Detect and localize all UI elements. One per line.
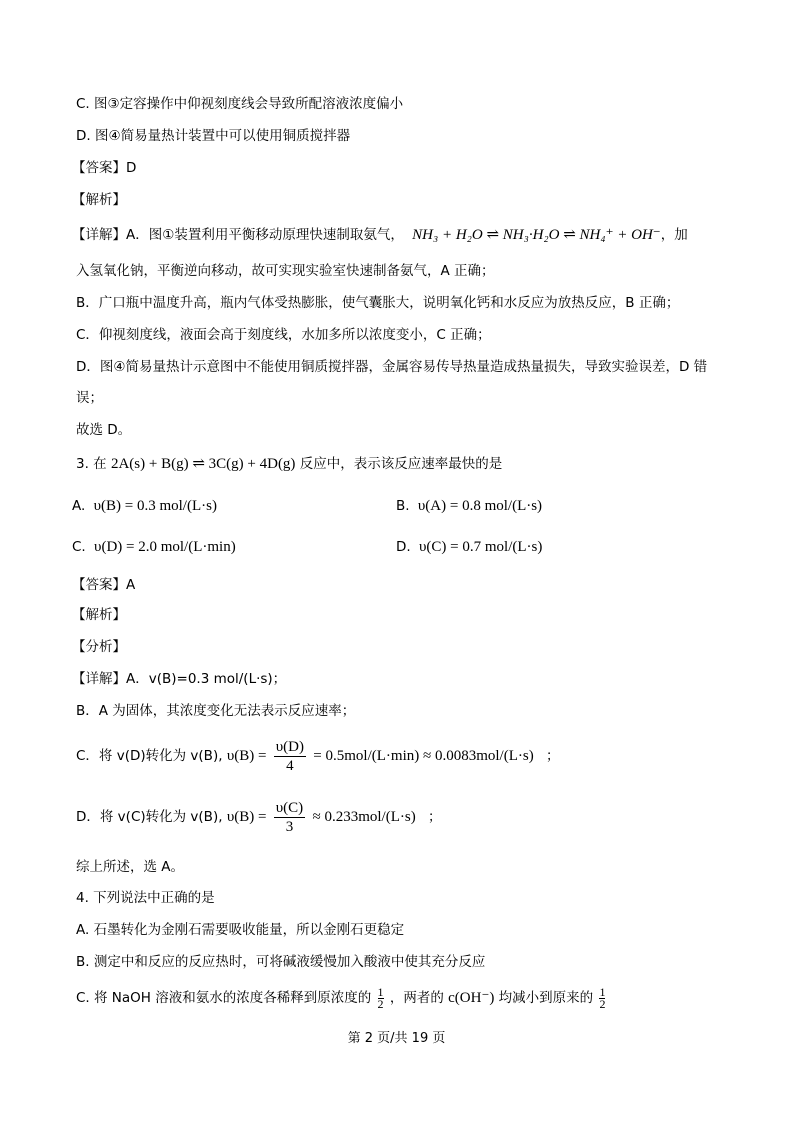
q2-answer	[72, 158, 136, 178]
q2-detail-d-line1: D．图④简易量热计示意图中不能使用铜质搅拌器，金属容易传导热量造成热量损失，导致实验误差，D 错	[76, 359, 708, 375]
q3-detail-b: B．A 为固体，其浓度变化无法表示反应速率；	[76, 703, 356, 719]
q3-option-b	[396, 496, 542, 516]
q2-option-c: C. 图③定容操作中仰视刻度线会导致所配溶液浓度偏小	[76, 96, 404, 112]
option-label: D.	[396, 539, 411, 555]
q3-option-a	[72, 496, 217, 516]
option-label: C.	[72, 539, 86, 555]
q2-detail-a	[72, 225, 688, 245]
detail-c-lhs: υ(B) =	[226, 748, 267, 764]
q2-detail-a-line2: 入氢氧化钠，平衡逆向移动，故可实现实验室快速制备氨气，A 正确；	[76, 263, 495, 279]
q3-conclusion: 综上所述，选 A。	[76, 859, 185, 875]
option-formula: υ(B) = 0.3 mol/(L·s)	[93, 498, 217, 514]
answer-value: A	[126, 577, 136, 593]
fraction-numerator: υ(C)	[275, 799, 304, 816]
detail-d-end: ；	[428, 809, 442, 825]
detail-c-fraction	[274, 738, 306, 775]
detail-c-end: ；	[546, 748, 560, 764]
detail-d-rhs: ≈ 0.233mol/(L·s)	[312, 809, 416, 825]
detail-d-text: D．将 v(C)转化为 v(B),	[76, 809, 223, 825]
option-label: B.	[396, 498, 410, 514]
fraction-numerator: 1	[599, 984, 606, 999]
option-c-post: 均减小到原来的	[498, 990, 594, 1006]
detail-c-text: C．将 v(D)转化为 v(B),	[76, 748, 223, 764]
option-formula: υ(C) = 0.7 mol/(L·s)	[418, 539, 543, 555]
q3-answer	[72, 575, 135, 595]
option-formula: υ(A) = 0.8 mol/(L·s)	[417, 498, 543, 514]
option-label: A.	[72, 498, 86, 514]
fraction-denominator: 2	[377, 996, 384, 1011]
q3-detail-a	[72, 669, 286, 689]
ammonia-equilibrium-equation: NH₃ + H₂O ⇌ NH₃·H₂O ⇌ NH₄⁺ + OH⁻	[412, 227, 661, 243]
q3-reaction-equation: 2A(s) + B(g) ⇌ 3C(g) + 4D(g)	[110, 456, 296, 472]
q3-stem	[76, 454, 502, 474]
fraction-numerator: υ(D)	[275, 738, 304, 755]
detail-label: 【详解】	[72, 671, 126, 687]
q4-stem: 4. 下列说法中正确的是	[76, 890, 215, 906]
half-fraction	[377, 984, 384, 1011]
q3-fenxi-label: 【分析】	[72, 639, 126, 655]
detail-d-fraction	[274, 799, 305, 836]
detail-a-text: A．图①装置利用平衡移动原理快速制取氨气，	[126, 227, 404, 243]
q4-option-c	[76, 983, 607, 1013]
answer-label: 【答案】	[72, 577, 126, 593]
option-c-mid: ，两者的	[389, 990, 444, 1006]
detail-a-text: A．v(B)=0.3 mol/(L·s)；	[126, 671, 287, 687]
q3-stem-prefix: 3. 在	[76, 456, 107, 472]
fraction-denominator: 4	[286, 757, 294, 774]
q2-analysis-label: 【解析】	[72, 192, 126, 208]
half-fraction	[599, 984, 606, 1011]
option-c-text: C. 将 NaOH 溶液和氨水的浓度各稀释到原浓度的	[76, 990, 372, 1006]
detail-label: 【详解】	[72, 227, 126, 243]
option-formula: υ(D) = 2.0 mol/(L·min)	[94, 539, 236, 555]
fraction-denominator: 2	[599, 996, 606, 1011]
answer-value: D	[126, 160, 137, 176]
page-footer: 第 2 页/共 19 页	[347, 1031, 446, 1046]
q2-detail-b: B．广口瓶中温度升高，瓶内气体受热膨胀，使气囊胀大，说明氧化钙和水反应为放热反应，B 正确；	[76, 295, 680, 311]
q4-option-b: B. 测定中和反应的反应热时，可将碱液缓慢加入酸液中使其充分反应	[76, 954, 486, 970]
q3-detail-c	[76, 737, 560, 775]
q4-option-a: A. 石墨转化为金刚石需要吸收能量，所以金刚石更稳定	[76, 922, 405, 938]
fraction-numerator: 1	[377, 984, 384, 999]
q3-analysis-label: 【解析】	[72, 607, 126, 623]
q3-option-d	[396, 537, 542, 557]
q3-stem-suffix: 反应中，表示该反应速率最快的是	[299, 456, 503, 472]
q2-conclusion: 故选 D。	[76, 422, 132, 438]
q2-option-d: D. 图④简易量热计装置中可以使用铜质搅拌器	[76, 128, 351, 144]
q3-option-c	[72, 537, 236, 557]
hydroxide-concentration: c(OH⁻)	[448, 990, 495, 1006]
detail-a-tail: ，加	[660, 227, 688, 243]
answer-label: 【答案】	[72, 160, 126, 176]
fraction-denominator: 3	[285, 818, 294, 835]
detail-c-rhs: = 0.5mol/(L·min) ≈ 0.0083mol/(L·s)	[313, 748, 534, 764]
detail-d-lhs: υ(B) =	[226, 809, 267, 825]
q2-detail-c: C．仰视刻度线，液面会高于刻度线，水加多所以浓度变小，C 正确；	[76, 327, 491, 343]
q3-detail-d	[76, 798, 442, 836]
q2-detail-d-line2: 误；	[76, 390, 103, 406]
